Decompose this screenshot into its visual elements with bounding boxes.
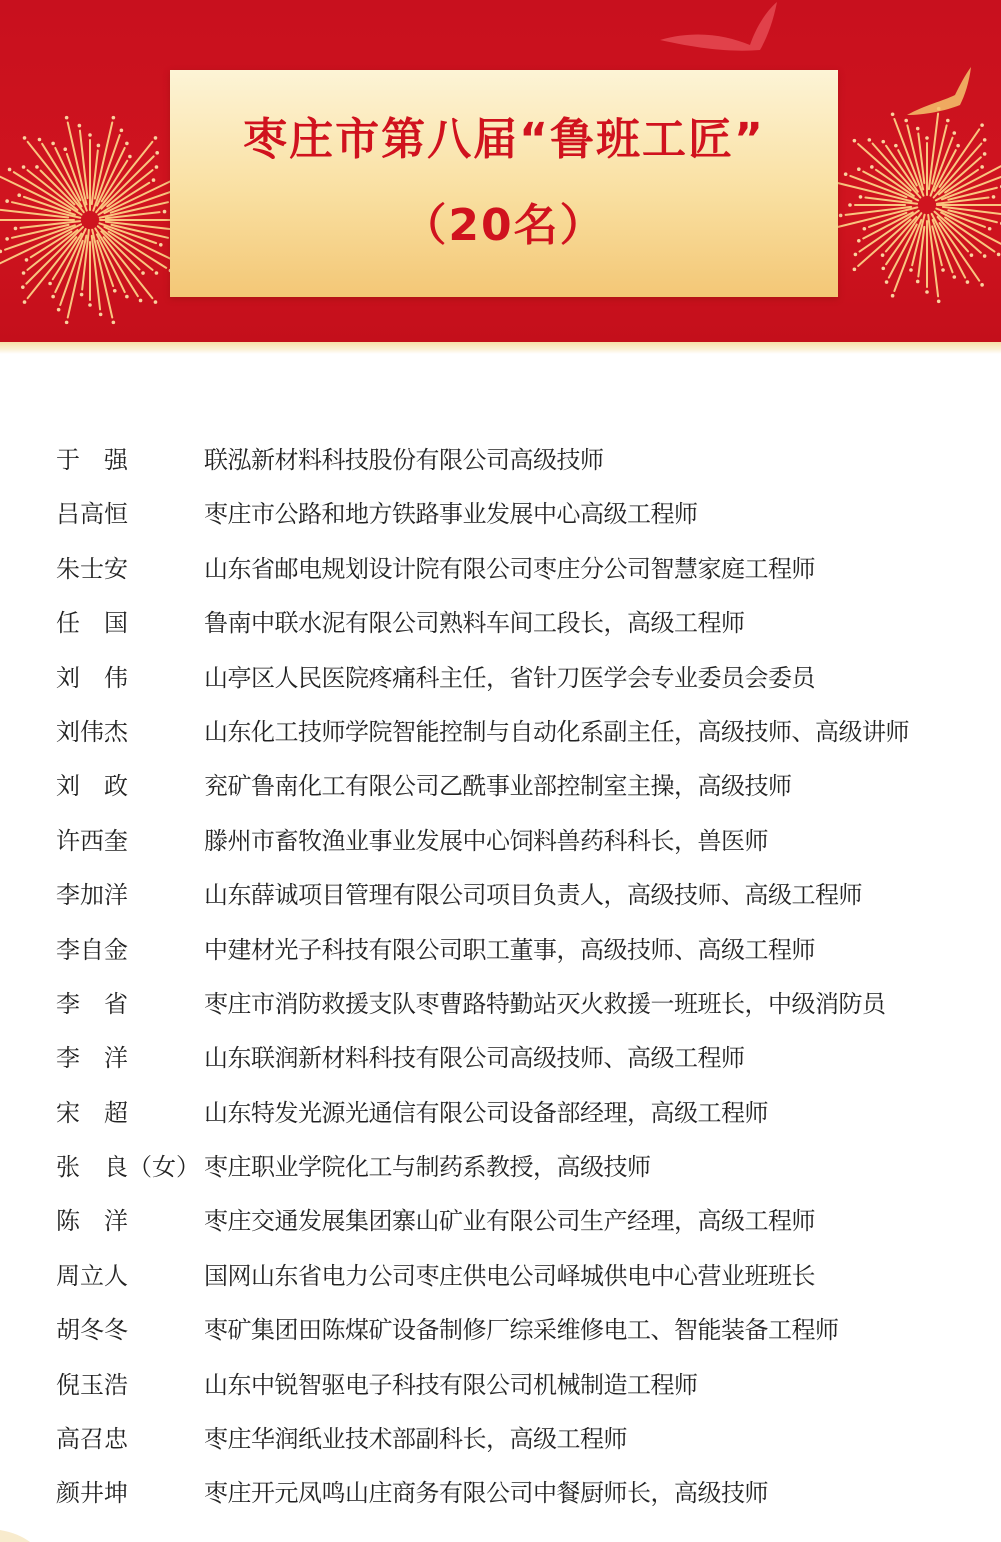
honoree-name: 刘 伟 bbox=[56, 663, 128, 692]
dove-small-icon bbox=[905, 65, 975, 125]
honoree-description: 联泓新材料科技股份有限公司高级技师 bbox=[204, 446, 604, 474]
list-item bbox=[56, 1358, 956, 1412]
honoree-name: 胡冬冬 bbox=[56, 1316, 128, 1345]
honoree-name: 李自金 bbox=[56, 935, 128, 964]
list-item bbox=[56, 433, 956, 487]
list-item bbox=[56, 542, 956, 596]
honoree-description: 枣庄华润纸业技术部副科长，高级工程师 bbox=[204, 1425, 627, 1454]
honoree-description: 枣庄开元凤鸣山庄商务有限公司中餐厨师长，高级技师 bbox=[204, 1479, 768, 1508]
honoree-description: 山亭区人民医院疼痛科主任，省针刀医学会专业委员会委员 bbox=[204, 663, 815, 692]
honoree-name: 刘 政 bbox=[56, 772, 128, 801]
list-item bbox=[56, 868, 956, 922]
list-item bbox=[56, 651, 956, 705]
list-item bbox=[56, 1303, 956, 1357]
honoree-name: 周立人 bbox=[56, 1261, 128, 1290]
list-item bbox=[56, 923, 956, 977]
honoree-name: 朱士安 bbox=[56, 554, 128, 583]
list-item bbox=[56, 1140, 956, 1194]
list-item bbox=[56, 1031, 956, 1085]
list-item bbox=[56, 977, 956, 1031]
honoree-description: 山东中锐智驱电子科技有限公司机械制造工程师 bbox=[204, 1370, 698, 1399]
list-item bbox=[56, 1086, 956, 1140]
honoree-name: 任 国 bbox=[56, 609, 128, 638]
honoree-description: 山东化工技师学院智能控制与自动化系副主任，高级技师、高级讲师 bbox=[204, 717, 909, 746]
list-item bbox=[56, 1194, 956, 1248]
honoree-name: 于 强 bbox=[56, 446, 128, 474]
banner-gold-stripe bbox=[0, 342, 1001, 354]
honoree-description: 枣庄交通发展集团寨山矿业有限公司生产经理，高级工程师 bbox=[204, 1207, 815, 1236]
honoree-name: 高召忠 bbox=[56, 1425, 128, 1454]
corner-decoration-icon bbox=[0, 1502, 60, 1542]
honoree-name: 宋 超 bbox=[56, 1098, 128, 1127]
honoree-description: 山东特发光源光通信有限公司设备部经理，高级工程师 bbox=[204, 1098, 768, 1127]
honoree-description: 兖矿鲁南化工有限公司乙酰事业部控制室主操，高级技师 bbox=[204, 772, 792, 801]
title-box bbox=[170, 70, 838, 297]
honoree-name: 倪玉浩 bbox=[56, 1370, 128, 1399]
honoree-description: 国网山东省电力公司枣庄供电公司峄城供电中心营业班班长 bbox=[204, 1261, 815, 1290]
list-item bbox=[56, 1466, 956, 1520]
honoree-description: 枣庄市公路和地方铁路事业发展中心高级工程师 bbox=[204, 500, 698, 529]
honoree-name: 李 洋 bbox=[56, 1044, 128, 1073]
honoree-name: 李 省 bbox=[56, 989, 128, 1018]
dove-icon bbox=[655, 0, 785, 75]
list-item bbox=[56, 487, 956, 541]
honoree-description: 枣庄职业学院化工与制药系教授，高级技师 bbox=[204, 1153, 651, 1182]
honoree-name: 吕高恒 bbox=[56, 500, 128, 529]
honoree-name: 陈 洋 bbox=[56, 1207, 128, 1236]
honoree-description: 鲁南中联水泥有限公司熟料车间工段长，高级工程师 bbox=[204, 609, 745, 638]
honoree-description: 山东省邮电规划设计院有限公司枣庄分公司智慧家庭工程师 bbox=[204, 554, 815, 583]
honoree-list bbox=[56, 433, 956, 1521]
honoree-name: 张 良（女） bbox=[56, 1153, 200, 1182]
list-item bbox=[56, 705, 956, 759]
list-item bbox=[56, 814, 956, 868]
list-item bbox=[56, 1412, 956, 1466]
honoree-name: 许西奎 bbox=[56, 826, 128, 855]
list-item bbox=[56, 759, 956, 813]
honoree-description: 枣庄市消防救援支队枣曹路特勤站灭火救援一班班长，中级消防员 bbox=[204, 989, 886, 1018]
honoree-description: 滕州市畜牧渔业事业发展中心饲料兽药科科长，兽医师 bbox=[204, 826, 768, 855]
page-title: 枣庄市第八届“鲁班工匠” bbox=[243, 114, 765, 165]
honoree-name: 刘伟杰 bbox=[56, 717, 128, 746]
honoree-description: 山东薛诚项目管理有限公司项目负责人，高级技师、高级工程师 bbox=[204, 881, 862, 910]
honoree-description: 中建材光子科技有限公司职工董事，高级技师、高级工程师 bbox=[204, 935, 815, 964]
honoree-description: 山东联润新材料科技有限公司高级技师、高级工程师 bbox=[204, 1044, 745, 1073]
honoree-name: 李加洋 bbox=[56, 881, 128, 910]
page-subtitle: （20名） bbox=[402, 200, 606, 251]
honoree-name: 颜井坤 bbox=[56, 1479, 128, 1508]
list-item bbox=[56, 1249, 956, 1303]
list-item bbox=[56, 596, 956, 650]
honoree-description: 枣矿集团田陈煤矿设备制修厂综采维修电工、智能装备工程师 bbox=[204, 1316, 839, 1345]
